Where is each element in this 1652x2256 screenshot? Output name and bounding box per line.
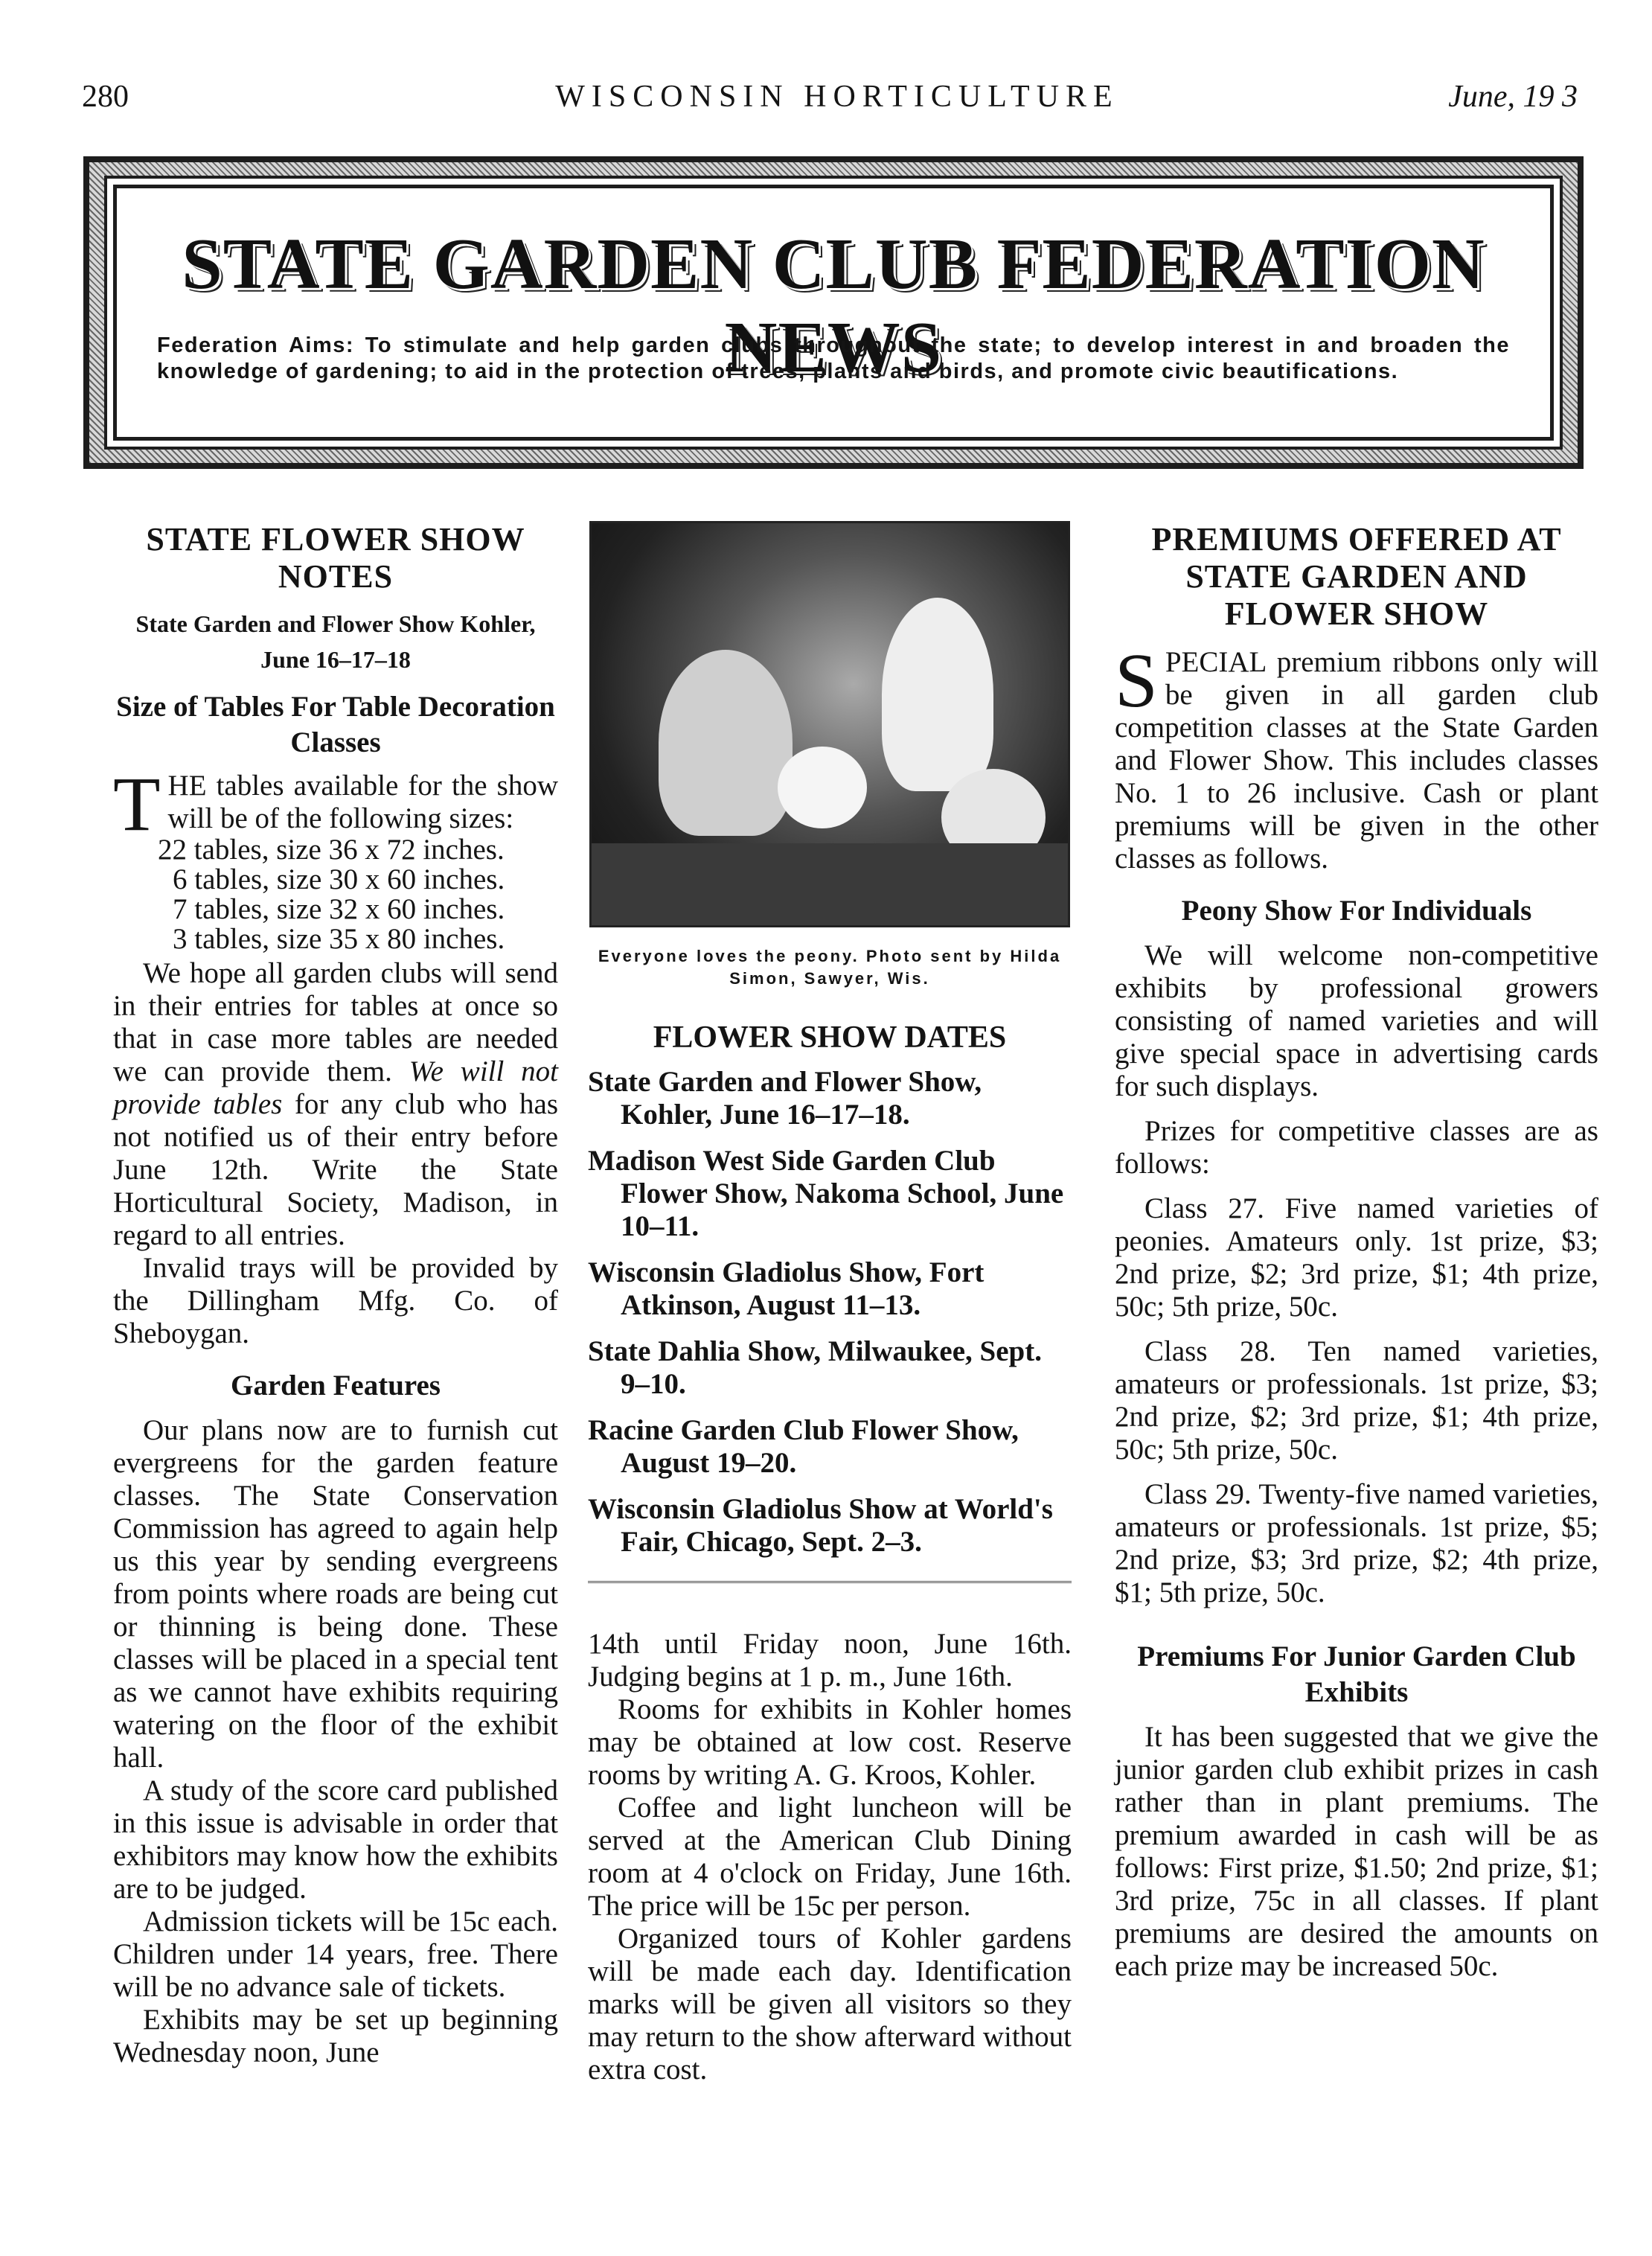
drop-cap: S [1115,638,1158,723]
photo-caption: Everyone loves the peony. Photo sent by Hilda Simon, Sawyer, Wis. [598,947,1062,988]
banner-panel [113,185,1554,441]
column-middle [588,521,1072,2086]
emphasis-text: We will not provide tables [113,1055,558,1120]
photo-figure [882,598,993,791]
peony-photo [589,521,1070,927]
paragraph: 14th until Friday noon, June 16th. Judging begins at 1 p. m., June 16th. [588,1628,1072,1693]
photo-ground [592,843,1068,925]
junior-heading: Premiums For Junior Garden Club Exhibits [1137,1640,1576,1708]
paragraph: Our plans now are to furnish cut evergreens for the garden feature classes. The State Conservation Commission has agreed to again help us this year by sending evergreens from points where roads are being cut or thinning is being done. These classes will be placed in a special tent as we cannot have exhibits requiring watering on the floor of the exhibit hall. [113,1414,558,1774]
show-date: Madison West Side Garden Club Flower Show, Nakoma School, June 10–11. [588,1145,1064,1242]
table-size-item: 6 tables, size 30 x 60 inches. [173,863,505,895]
table-sizes-list [113,835,558,954]
paragraph: Invalid trays will be provided by the Dillingham Mfg. Co. of Sheboygan. [113,1252,558,1349]
issue-date: June, 19 3 [1448,80,1578,114]
paragraph: Rooms for exhibits in Kohler homes may be obtained at low cost. Reserve rooms by writing A. G. Kroos, Kohler. [588,1693,1072,1791]
class-27: Class 27. Five named varieties of peonies. Amateurs only. 1st prize, $3; 2nd prize, $2; 3rd prize, $1; 4th prize, 50c; 5th prize, 50c. [1115,1192,1598,1323]
paragraph: It has been suggested that we give the junior garden club exhibit prizes in cash rather than in plant premiums. The premium awarded in cash will be as follows: First prize, $1.50; 2nd prize, $1; 3rd prize, 75c in all classes. If plant premiums are desired the amounts on each prize may be increased 50c. [1115,1721,1598,1982]
drop-cap: T [113,761,161,847]
running-header [82,79,1592,124]
aims-text: To stimulate and help garden clubs throughout the state; to develop interest in and broaden the knowledge of gardening; to aid in the protection of trees, plants and birds, and promote civic beautifications. [157,333,1510,383]
table-size-item: 3 tables, size 35 x 80 inches. [173,923,505,955]
aims-label: Federation Aims: [157,333,355,357]
premiums-intro [1115,638,1598,875]
paragraph: We will welcome non-competitive exhibits by professional growers consisting of named varieties and will give special space in advertising cards for such displays. [1115,939,1598,1102]
tables-intro [113,761,558,847]
photo-figure [659,650,793,836]
class-29: Class 29. Twenty-five named varieties, amateurs or professionals. 1st prize, $5; 2nd prize, $3; 3rd prize, $2; 4th prize, $1; 5th prize, 50c. [1115,1478,1598,1608]
paragraph: A study of the score card published in this issue is advisable in order that exhibitors may know how the exhibits are to be judged. [113,1774,558,1905]
show-date: Wisconsin Gladiolus Show, Fort Atkinson, August 11–13. [588,1256,985,1321]
article-subtitle: State Garden and Flower Show Kohler, June 16–17–18 [135,610,536,673]
paragraph: Coffee and light luncheon will be served at the American Club Dining room at 4 o'clock on Friday, June 16th. The price will be 15c per person. [588,1792,1072,1922]
peony-heading: Peony Show For Individuals [1181,895,1532,927]
journal-title: WISCONSIN HORTICULTURE [555,80,1119,114]
paragraph: Admission tickets will be 15c each. Children under 14 years, free. There will be no advance sale of tickets. [113,1905,558,2003]
article-title: STATE FLOWER SHOW NOTES [146,521,525,595]
table-size-item: 7 tables, size 32 x 60 inches. [173,893,505,925]
show-date: Wisconsin Gladiolus Show at World's Fair, Chicago, Sept. 2–3. [588,1493,1053,1558]
federation-aims [157,333,1510,385]
premiums-intro-text: PECIAL premium ribbons only will be given in all garden club competition classes at the State Garden and Flower Show. This includes classes No. 1 to 26 inclusive. Cash or plant premiums will be given in the other classes as follows. [1115,646,1598,875]
premiums-title: PREMIUMS OFFERED AT STATE GARDEN AND FLOWER SHOW [1151,521,1562,632]
paragraph: Organized tours of Kohler gardens will be made each day. Identification marks will be given all visitors so they may return to the show afterward without extra cost. [588,1923,1072,2086]
paragraph [113,957,558,1252]
section-divider [588,1581,1072,1583]
class-28: Class 28. Ten named varieties, amateurs or professionals. 1st prize, $3; 2nd prize, $2; 3rd prize, $1; 4th prize, 50c; 5th prize, 50c. [1115,1335,1598,1466]
features-heading: Garden Features [231,1370,441,1402]
show-date: State Dahlia Show, Milwaukee, Sept. 9–10. [588,1335,1042,1400]
tables-intro-text: HE tables available for the show will be of the following sizes: [167,770,558,834]
show-date: State Garden and Flower Show, Kohler, June 16–17–18. [588,1066,982,1131]
federation-banner [83,156,1584,469]
table-size-item: 22 tables, size 36 x 72 inches. [158,834,505,866]
dates-heading: FLOWER SHOW DATES [653,1020,1007,1055]
page-number: 280 [82,80,129,114]
paragraph: Exhibits may be set up beginning Wednesday noon, June [113,2004,558,2068]
banner-title: STATE GARDEN CLUB FEDERATION NEWS [182,224,1485,388]
tables-heading: Size of Tables For Table Decoration Classes [116,691,555,758]
column-left [113,521,558,2069]
paragraph: Prizes for competitive classes are as follows: [1115,1115,1598,1180]
show-date: Racine Garden Club Flower Show, August 19–20. [588,1414,1019,1479]
paragraph-text: for any club who has not notified us of their entry before June 12th. Write the State Horticultural Society, Madison, in regard to all entries. [113,1088,558,1251]
column-right [1115,521,1598,1983]
paragraph-text: We hope all garden clubs will send in their entries for tables at once so that in case more tables are needed we can provide them. [113,957,558,1087]
peony-bloom [778,747,867,828]
